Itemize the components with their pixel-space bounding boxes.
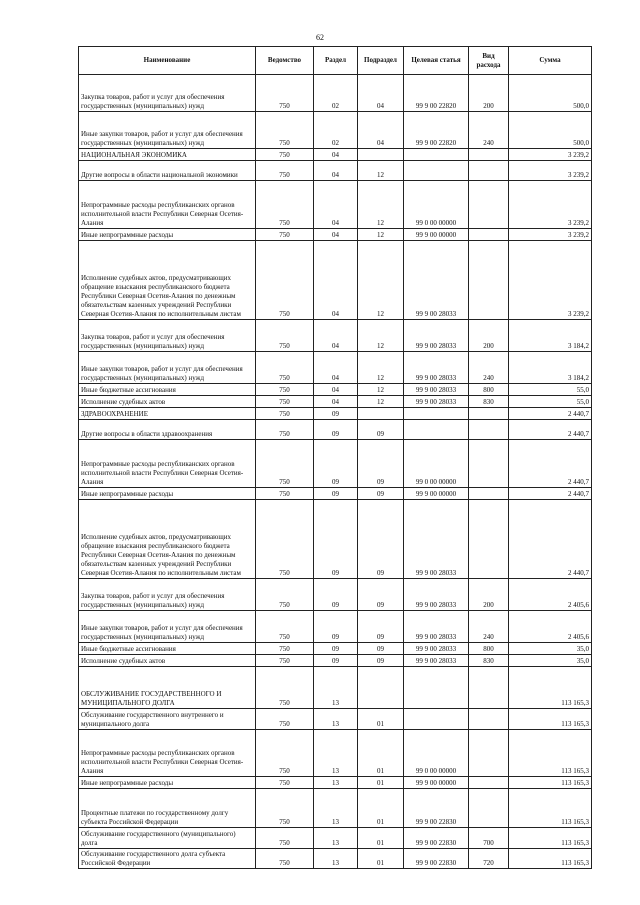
- row-section: 02: [314, 112, 358, 149]
- row-department: 750: [256, 655, 314, 667]
- row-target: 99 9 00 28033: [404, 396, 469, 408]
- row-section: 09: [314, 655, 358, 667]
- row-expense-type: 200: [469, 320, 509, 352]
- table-row: [79, 667, 592, 709]
- row-department: 750: [256, 709, 314, 730]
- row-section: 09: [314, 611, 358, 643]
- row-target: 99 9 00 28033: [404, 611, 469, 643]
- row-expense-type: [469, 488, 509, 500]
- row-section: 09: [314, 420, 358, 440]
- row-section: 09: [314, 488, 358, 500]
- table-row: [79, 500, 592, 579]
- row-name: Иные закупки товаров, работ и услуг для обеспечения государственных (муниципальных) нужд: [79, 611, 256, 643]
- row-target: [404, 161, 469, 181]
- row-amount: 500,0: [509, 75, 592, 112]
- row-amount: 55,0: [509, 396, 592, 408]
- table-row: [79, 849, 592, 869]
- row-target: [404, 408, 469, 420]
- row-subsection: 09: [358, 488, 404, 500]
- row-subsection: 04: [358, 112, 404, 149]
- table-row: [79, 828, 592, 849]
- row-name: Иные закупки товаров, работ и услуг для обеспечения государственных (муниципальных) нужд: [79, 352, 256, 384]
- header-expense-type: Вид расхода: [469, 47, 509, 75]
- row-expense-type: 830: [469, 655, 509, 667]
- table-row: [79, 655, 592, 667]
- row-name: НАЦИОНАЛЬНАЯ ЭКОНОМИКА: [79, 149, 256, 161]
- row-name: Другие вопросы в области национальной экономики: [79, 161, 256, 181]
- row-target: 99 9 00 28033: [404, 655, 469, 667]
- row-name: Процентные платежи по государственному долгу субъекта Российской Федерации: [79, 789, 256, 828]
- row-subsection: [358, 408, 404, 420]
- row-section: 02: [314, 75, 358, 112]
- row-subsection: 09: [358, 500, 404, 579]
- row-subsection: 04: [358, 75, 404, 112]
- row-department: 750: [256, 579, 314, 611]
- row-target: 99 9 00 28033: [404, 352, 469, 384]
- table-row: [79, 241, 592, 320]
- row-target: 99 9 00 22830: [404, 828, 469, 849]
- row-amount: 2 440,7: [509, 420, 592, 440]
- row-department: 750: [256, 75, 314, 112]
- row-name: Другие вопросы в области здравоохранения: [79, 420, 256, 440]
- row-name: Исполнение судебных актов, предусматривающих обращение взыскания республиканского бюджета Республики Северная Осетия-Алания по денежным обязательствам казенных учреждений Республики Северная Осетия-Алания по исполнительным листам: [79, 500, 256, 579]
- row-subsection: 09: [358, 440, 404, 488]
- row-section: 13: [314, 730, 358, 777]
- row-subsection: 12: [358, 181, 404, 229]
- row-target: 99 9 00 22820: [404, 75, 469, 112]
- row-department: 750: [256, 384, 314, 396]
- row-expense-type: 240: [469, 611, 509, 643]
- row-name: Исполнение судебных актов: [79, 396, 256, 408]
- row-amount: 3 184,2: [509, 352, 592, 384]
- row-subsection: 12: [358, 241, 404, 320]
- row-section: 04: [314, 320, 358, 352]
- row-department: 750: [256, 730, 314, 777]
- row-name: Исполнение судебных актов: [79, 655, 256, 667]
- row-subsection: 12: [358, 161, 404, 181]
- row-name: ЗДРАВООХРАНЕНИЕ: [79, 408, 256, 420]
- row-department: 750: [256, 500, 314, 579]
- header-section: Раздел: [314, 47, 358, 75]
- table-row: [79, 408, 592, 420]
- row-amount: 113 165,3: [509, 849, 592, 869]
- row-department: 750: [256, 828, 314, 849]
- row-subsection: 01: [358, 709, 404, 730]
- row-subsection: [358, 149, 404, 161]
- row-subsection: 01: [358, 777, 404, 789]
- table-row: [79, 149, 592, 161]
- row-amount: 2 440,7: [509, 500, 592, 579]
- row-name: Иные непрограммные расходы: [79, 777, 256, 789]
- row-subsection: [358, 667, 404, 709]
- table-row: [79, 75, 592, 112]
- row-section: 04: [314, 241, 358, 320]
- row-subsection: 01: [358, 828, 404, 849]
- row-target: 99 9 00 28033: [404, 579, 469, 611]
- row-subsection: 09: [358, 655, 404, 667]
- row-subsection: 09: [358, 611, 404, 643]
- row-expense-type: [469, 789, 509, 828]
- row-expense-type: [469, 777, 509, 789]
- row-subsection: 12: [358, 384, 404, 396]
- row-section: 09: [314, 643, 358, 655]
- row-department: 750: [256, 408, 314, 420]
- row-target: 99 9 00 28033: [404, 384, 469, 396]
- row-expense-type: [469, 181, 509, 229]
- table-row: [79, 611, 592, 643]
- row-amount: 2 440,7: [509, 488, 592, 500]
- table-row: [79, 352, 592, 384]
- row-section: 13: [314, 709, 358, 730]
- row-expense-type: [469, 500, 509, 579]
- row-amount: 3 184,2: [509, 320, 592, 352]
- row-subsection: 01: [358, 789, 404, 828]
- row-section: 13: [314, 789, 358, 828]
- row-amount: 113 165,3: [509, 789, 592, 828]
- row-expense-type: [469, 440, 509, 488]
- row-expense-type: [469, 149, 509, 161]
- row-section: 13: [314, 828, 358, 849]
- row-department: 750: [256, 789, 314, 828]
- row-target: 99 9 00 28033: [404, 643, 469, 655]
- table-row: [79, 643, 592, 655]
- row-expense-type: [469, 161, 509, 181]
- row-name: Иные непрограммные расходы: [79, 229, 256, 241]
- table-row: [79, 161, 592, 181]
- row-expense-type: 240: [469, 112, 509, 149]
- row-amount: 3 239,2: [509, 181, 592, 229]
- row-expense-type: 200: [469, 579, 509, 611]
- row-expense-type: 800: [469, 643, 509, 655]
- table-row: [79, 384, 592, 396]
- row-name: Непрограммные расходы республиканских органов исполнительной власти Республики Северная Осетия-Алания: [79, 181, 256, 229]
- table-row: [79, 579, 592, 611]
- table-row: [79, 777, 592, 789]
- row-expense-type: 720: [469, 849, 509, 869]
- row-amount: 113 165,3: [509, 828, 592, 849]
- row-department: 750: [256, 149, 314, 161]
- page-number: 62: [316, 33, 324, 42]
- row-name: Исполнение судебных актов, предусматривающих обращение взыскания республиканского бюджета Республики Северная Осетия-Алания по денежным обязательствам казенных учреждений Республики Северная Осетия-Алания по исполнительным листам: [79, 241, 256, 320]
- row-target: 99 9 00 28033: [404, 500, 469, 579]
- row-section: 09: [314, 579, 358, 611]
- row-amount: 113 165,3: [509, 667, 592, 709]
- row-amount: 35,0: [509, 655, 592, 667]
- row-name: Закупка товаров, работ и услуг для обеспечения государственных (муниципальных) нужд: [79, 75, 256, 112]
- row-department: 750: [256, 611, 314, 643]
- row-target: 99 9 00 00000: [404, 229, 469, 241]
- row-target: 99 9 00 28033: [404, 320, 469, 352]
- row-expense-type: [469, 229, 509, 241]
- table-row: [79, 488, 592, 500]
- row-amount: 3 239,2: [509, 161, 592, 181]
- row-expense-type: [469, 730, 509, 777]
- row-section: 04: [314, 229, 358, 241]
- row-expense-type: 800: [469, 384, 509, 396]
- table-row: [79, 112, 592, 149]
- row-expense-type: 700: [469, 828, 509, 849]
- row-name: Непрограммные расходы республиканских органов исполнительной власти Республики Северная Осетия-Алания: [79, 440, 256, 488]
- row-target: [404, 667, 469, 709]
- row-target: 99 0 00 00000: [404, 440, 469, 488]
- row-amount: 3 239,2: [509, 241, 592, 320]
- table-row: [79, 181, 592, 229]
- row-department: 750: [256, 241, 314, 320]
- row-subsection: 01: [358, 730, 404, 777]
- row-department: 750: [256, 667, 314, 709]
- row-amount: 3 239,2: [509, 229, 592, 241]
- row-department: 750: [256, 643, 314, 655]
- row-department: 750: [256, 396, 314, 408]
- row-target: [404, 149, 469, 161]
- table-row: [79, 789, 592, 828]
- row-expense-type: 240: [469, 352, 509, 384]
- row-amount: 2 405,6: [509, 611, 592, 643]
- row-expense-type: 830: [469, 396, 509, 408]
- row-target: 99 9 00 00000: [404, 777, 469, 789]
- row-name: Иные непрограммные расходы: [79, 488, 256, 500]
- row-subsection: 09: [358, 420, 404, 440]
- row-subsection: 12: [358, 352, 404, 384]
- budget-table: [78, 46, 592, 869]
- table-row: [79, 396, 592, 408]
- row-expense-type: [469, 667, 509, 709]
- row-target: 99 9 00 28033: [404, 241, 469, 320]
- row-name: Закупка товаров, работ и услуг для обеспечения государственных (муниципальных) нужд: [79, 320, 256, 352]
- row-subsection: 09: [358, 643, 404, 655]
- header-name: Наименование: [79, 47, 256, 75]
- row-subsection: 12: [358, 396, 404, 408]
- row-subsection: 01: [358, 849, 404, 869]
- row-department: 750: [256, 229, 314, 241]
- row-amount: 2 405,6: [509, 579, 592, 611]
- header-department: Ведомство: [256, 47, 314, 75]
- row-department: 750: [256, 440, 314, 488]
- row-department: 750: [256, 777, 314, 789]
- row-section: 04: [314, 149, 358, 161]
- row-expense-type: [469, 709, 509, 730]
- row-department: 750: [256, 320, 314, 352]
- row-section: 04: [314, 384, 358, 396]
- header-target: Целевая статья: [404, 47, 469, 75]
- table-row: [79, 709, 592, 730]
- row-department: 750: [256, 161, 314, 181]
- row-section: 13: [314, 667, 358, 709]
- row-amount: 3 239,2: [509, 149, 592, 161]
- row-section: 04: [314, 181, 358, 229]
- row-department: 750: [256, 849, 314, 869]
- row-amount: 113 165,3: [509, 709, 592, 730]
- row-target: 99 9 00 22830: [404, 789, 469, 828]
- row-section: 09: [314, 440, 358, 488]
- row-amount: 500,0: [509, 112, 592, 149]
- row-name: Иные бюджетные ассигнования: [79, 384, 256, 396]
- row-name: Иные бюджетные ассигнования: [79, 643, 256, 655]
- row-name: Обслуживание государственного внутреннего и муниципального долга: [79, 709, 256, 730]
- table-row: [79, 730, 592, 777]
- header-amount: Сумма: [509, 47, 592, 75]
- row-amount: 35,0: [509, 643, 592, 655]
- table-row: [79, 420, 592, 440]
- row-target: 99 9 00 22820: [404, 112, 469, 149]
- row-section: 09: [314, 408, 358, 420]
- header-subsection: Подраздел: [358, 47, 404, 75]
- row-name: Непрограммные расходы республиканских органов исполнительной власти Республики Северная Осетия-Алания: [79, 730, 256, 777]
- row-amount: 2 440,7: [509, 408, 592, 420]
- row-amount: 55,0: [509, 384, 592, 396]
- row-target: 99 0 00 00000: [404, 730, 469, 777]
- row-section: 04: [314, 352, 358, 384]
- row-amount: 113 165,3: [509, 777, 592, 789]
- row-subsection: 12: [358, 320, 404, 352]
- row-section: 04: [314, 161, 358, 181]
- row-expense-type: [469, 241, 509, 320]
- table-row: [79, 229, 592, 241]
- row-expense-type: [469, 420, 509, 440]
- row-section: 09: [314, 500, 358, 579]
- row-name: Обслуживание государственного (муниципального) долга: [79, 828, 256, 849]
- table-row: [79, 320, 592, 352]
- row-target: 99 9 00 22830: [404, 849, 469, 869]
- row-target: 99 9 00 00000: [404, 488, 469, 500]
- row-name: Обслуживание государственного долга субъекта Российской Федерации: [79, 849, 256, 869]
- row-target: 99 0 00 00000: [404, 181, 469, 229]
- row-section: 13: [314, 777, 358, 789]
- row-department: 750: [256, 181, 314, 229]
- row-department: 750: [256, 488, 314, 500]
- table-header-row: [79, 47, 592, 75]
- row-department: 750: [256, 352, 314, 384]
- row-expense-type: 200: [469, 75, 509, 112]
- row-subsection: 12: [358, 229, 404, 241]
- table-row: [79, 440, 592, 488]
- row-subsection: 09: [358, 579, 404, 611]
- row-department: 750: [256, 420, 314, 440]
- row-name: Иные закупки товаров, работ и услуг для обеспечения государственных (муниципальных) нужд: [79, 112, 256, 149]
- row-amount: 113 165,3: [509, 730, 592, 777]
- row-expense-type: [469, 408, 509, 420]
- row-section: 04: [314, 396, 358, 408]
- row-department: 750: [256, 112, 314, 149]
- row-amount: 2 440,7: [509, 440, 592, 488]
- row-section: 13: [314, 849, 358, 869]
- row-target: [404, 709, 469, 730]
- row-target: [404, 420, 469, 440]
- row-name: ОБСЛУЖИВАНИЕ ГОСУДАРСТВЕННОГО И МУНИЦИПАЛЬНОГО ДОЛГА: [79, 667, 256, 709]
- row-name: Закупка товаров, работ и услуг для обеспечения государственных (муниципальных) нужд: [79, 579, 256, 611]
